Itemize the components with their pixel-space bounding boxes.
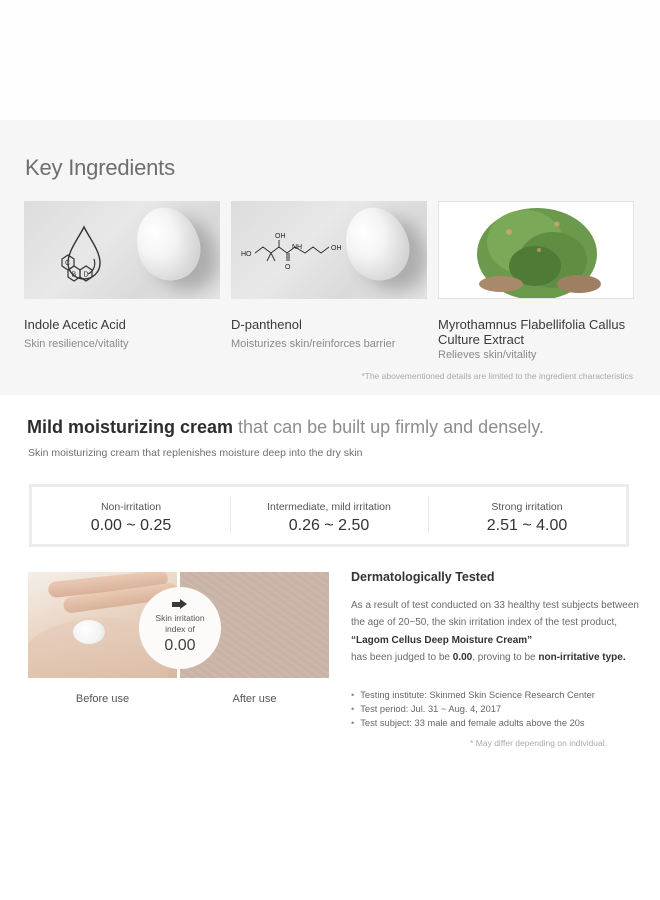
ingredient-card-myrothamnus [438, 201, 634, 362]
result-value: 0.00 [452, 651, 473, 663]
irritation-scale-table [29, 484, 629, 547]
headline-bold: Mild moisturizing cream [27, 417, 234, 437]
ingredient-image [231, 201, 427, 299]
result-verdict: non-irritative type. [538, 651, 626, 663]
scale-label: Non-irritation [100, 501, 162, 513]
molecule-structure-icon [239, 229, 349, 279]
moss-plant-image [439, 202, 634, 299]
scale-range: 0.00 ~ 0.25 [90, 517, 172, 534]
ingredient-image [438, 201, 634, 299]
svg-text:O: O [285, 264, 291, 271]
svg-text:D: D [83, 271, 89, 279]
ingredient-disclaimer: *The abovementioned details are limited to the ingredient characteristics [361, 371, 633, 381]
ingredient-description: Skin resilience/vitality [24, 338, 129, 350]
svg-text:OH: OH [331, 245, 342, 252]
ingredient-name: Indole Acetic Acid [24, 317, 126, 332]
scale-range: 0.26 ~ 2.50 [288, 517, 370, 534]
headline [27, 417, 544, 438]
after-use-caption: After use [232, 693, 277, 705]
test-detail-item: • Test period: Jul. 31 ~ Aug. 4, 2017 [351, 702, 595, 716]
badge-label [139, 613, 221, 635]
cream-dollop [73, 620, 105, 644]
dermatology-disclaimer: * May differ depending on individual. [470, 738, 607, 748]
ingredient-card-dpanthenol [231, 201, 427, 351]
top-blank-area [0, 0, 660, 120]
scale-strong-irritation [428, 487, 626, 544]
scale-non-irritation [32, 487, 230, 544]
scale-label: Strong irritation [491, 501, 563, 513]
svg-text:HO: HO [241, 251, 252, 258]
dermatology-body [351, 597, 651, 666]
svg-text:NH: NH [292, 244, 303, 251]
svg-text:OH: OH [275, 233, 286, 240]
section-title: Key Ingredients [25, 155, 175, 180]
headline-light: that can be built up firmly and densely. [233, 417, 544, 437]
test-detail-item: • Test subject: 33 male and female adults above the 20s [351, 716, 595, 730]
key-ingredients-section [0, 120, 660, 395]
ingredient-name: D-panthenol [231, 317, 302, 332]
badge-line-1: Skin irritation [155, 613, 205, 623]
svg-text:B: B [71, 271, 77, 279]
ingredient-description: Relieves skin/vitality [438, 349, 537, 361]
badge-line-2: index of [165, 624, 195, 634]
ingredient-card-indole [24, 201, 220, 351]
cbd-droplet-icon [54, 221, 114, 291]
product-name: “Lagom Cellus Deep Moisture Cream” [351, 634, 533, 646]
test-details-list [351, 688, 595, 730]
water-drop [127, 201, 209, 289]
scale-mild-irritation [230, 487, 428, 544]
badge-value: 0.00 [164, 637, 196, 654]
ingredient-image [24, 201, 220, 299]
ingredient-description: Moisturizes skin/reinforces barrier [231, 338, 396, 350]
dermatology-title: Dermatologically Tested [351, 570, 495, 584]
scale-label: Intermediate, mild irritation [267, 501, 391, 513]
body-text: , proving to be [472, 651, 539, 663]
before-use-caption: Before use [75, 693, 130, 705]
body-text: has been judged to be [351, 651, 453, 663]
test-detail-item: • Testing institute: Skinmed Skin Science Research Center [351, 688, 595, 702]
arrow-right-icon [172, 599, 188, 609]
headline-subtitle: Skin moisturizing cream that replenishes moisture deep into the dry skin [28, 447, 363, 459]
irritation-index-badge [139, 587, 221, 669]
svg-text:C: C [65, 260, 71, 267]
ingredient-name: Myrothamnus Flabellifolia Callus Culture Extract [438, 317, 626, 347]
scale-range: 2.51 ~ 4.00 [486, 517, 568, 534]
body-text: As a result of test conducted on 33 healthy test subjects between the age of 20~50, the skin irritation index of the test product, [351, 600, 639, 629]
